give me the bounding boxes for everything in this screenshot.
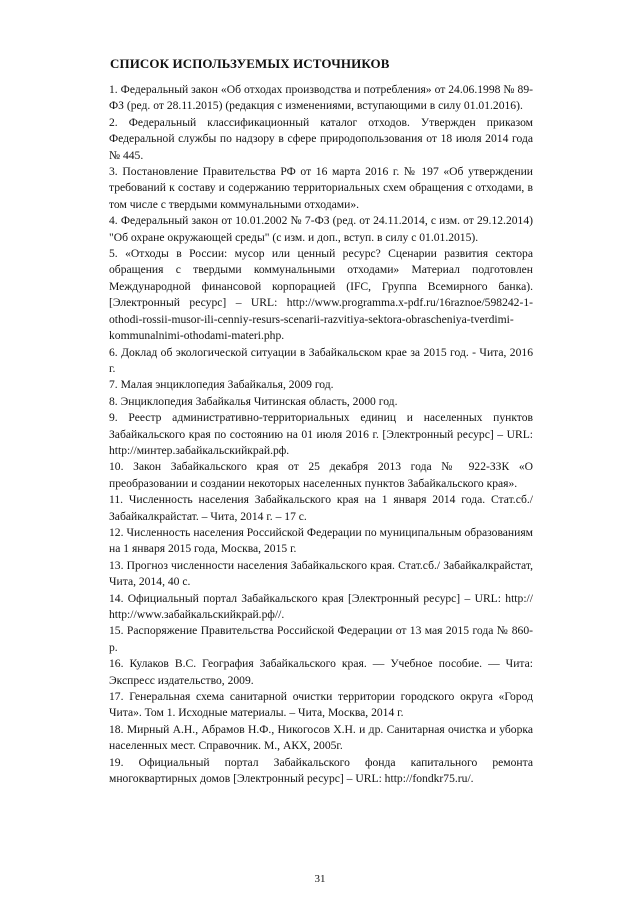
source-item: 6. Доклад об экологической ситуации в Забайкальском крае за 2015 год. - Чита, 2016 г. [109, 345, 533, 375]
source-item: 11. Численность населения Забайкальского края на 1 января 2014 года. Стат.сб./ Забайкалкрайстат. – Чита, 2014 г. – 17 с. [109, 493, 533, 523]
source-item: 17. Генеральная схема санитарной очистки территории городского округа «Город Чита». Том 1. Исходные материалы. – Чита, Москва, 2014 г. [109, 690, 533, 720]
source-item: 16. Кулаков В.С. География Забайкальского края. — Учебное пособие. — Чита: Экспресс издательство, 2009. [109, 657, 533, 687]
source-item: 18. Мирный А.Н., Абрамов Н.Ф., Никогосов Х.Н. и др. Санитарная очистка и уборка населенных мест. Справочник. М., АКХ, 2005г. [109, 722, 533, 753]
source-item: 3. Постановление Правительства РФ от 16 марта 2016 г. № 197 «Об утверждении требований к составу и содержанию территориальных схем обращения с отходами, в том числе с твердыми коммунальными отходами». [109, 165, 533, 211]
page-title: СПИСОК ИСПОЛЬЗУЕМЫХ ИСТОЧНИКОВ [110, 56, 390, 71]
source-item: 15. Распоряжение Правительства Российской Федерации от 13 мая 2015 года № 860-р. [109, 624, 533, 654]
sources-list [109, 82, 533, 787]
source-item: 14. Официальный портал Забайкальского края [Электронный ресурс] – URL: http:// http://www.забайкальскийкрай.рф//. [109, 591, 533, 621]
source-item: 10. Закон Забайкальского края от 25 декабря 2013 года № 922-ЗЗК «О преобразовании и создании некоторых населенных пунктов Забайкальского края». [109, 460, 533, 490]
source-item: 4. Федеральный закон от 10.01.2002 № 7-ФЗ (ред. от 24.11.2014, с изм. от 29.12.2014) "Об охране окружающей среды" (с изм. и доп., вступ. в силу с 01.01.2015). [109, 214, 533, 244]
source-item: 12. Численность населения Российской Федерации по муниципальным образованиям на 1 января 2015 года, Москва, 2015 г. [109, 525, 533, 556]
source-item: 2. Федеральный классификационный каталог отходов. Утвержден приказом Федеральной службы по надзору в сфере природопользования от 18 июля 2014 года № 445. [109, 115, 533, 162]
source-item: 5. «Отходы в России: мусор или ценный ресурс? Сценарии развития сектора обращения с твердыми коммунальными отходами» Материал подготовлен Международной финансовой корпорацией (IFC, Группа Всемирного банка). [Электронный ресурс] – URL: http://www.programma.x-pdf.ru/16raznoe/598242-1-othodi-rossii-musor-ili-cenniy-resurs-scenarii-razvitiya-sektora-obrascheniya-tverdimi-kommunalnimi-othodami-materi.php. [109, 247, 533, 343]
source-item: 8. Энциклопедия Забайкалья Читинская область, 2000 год. [109, 394, 398, 408]
source-item: 19. Официальный портал Забайкальского фонда капитального ремонта многоквартирных домов [Электронный ресурс] – URL: http://fondkr75.ru/. [109, 755, 533, 786]
source-item: 9. Реестр административно-территориальных единиц и населенных пунктов Забайкальского края по состоянию на 01 июля 2016 г. [Электронный ресурс] – URL: http://минтер.забайкальскийкрай.рф. [109, 411, 533, 457]
source-item: 7. Малая энциклопедия Забайкалья, 2009 год. [109, 378, 334, 392]
source-item: 1. Федеральный закон «Об отходах производства и потребления» от 24.06.1998 № 89-ФЗ (ред. от 28.11.2015) (редакция с изменениями, вступающими в силу 01.01.2016). [109, 83, 533, 113]
source-item: 13. Прогноз численности населения Забайкальского края. Стат.сб./ Забайкалкрайстат, Чита, 2014, 40 с. [109, 558, 533, 589]
page-number: 31 [314, 873, 326, 885]
